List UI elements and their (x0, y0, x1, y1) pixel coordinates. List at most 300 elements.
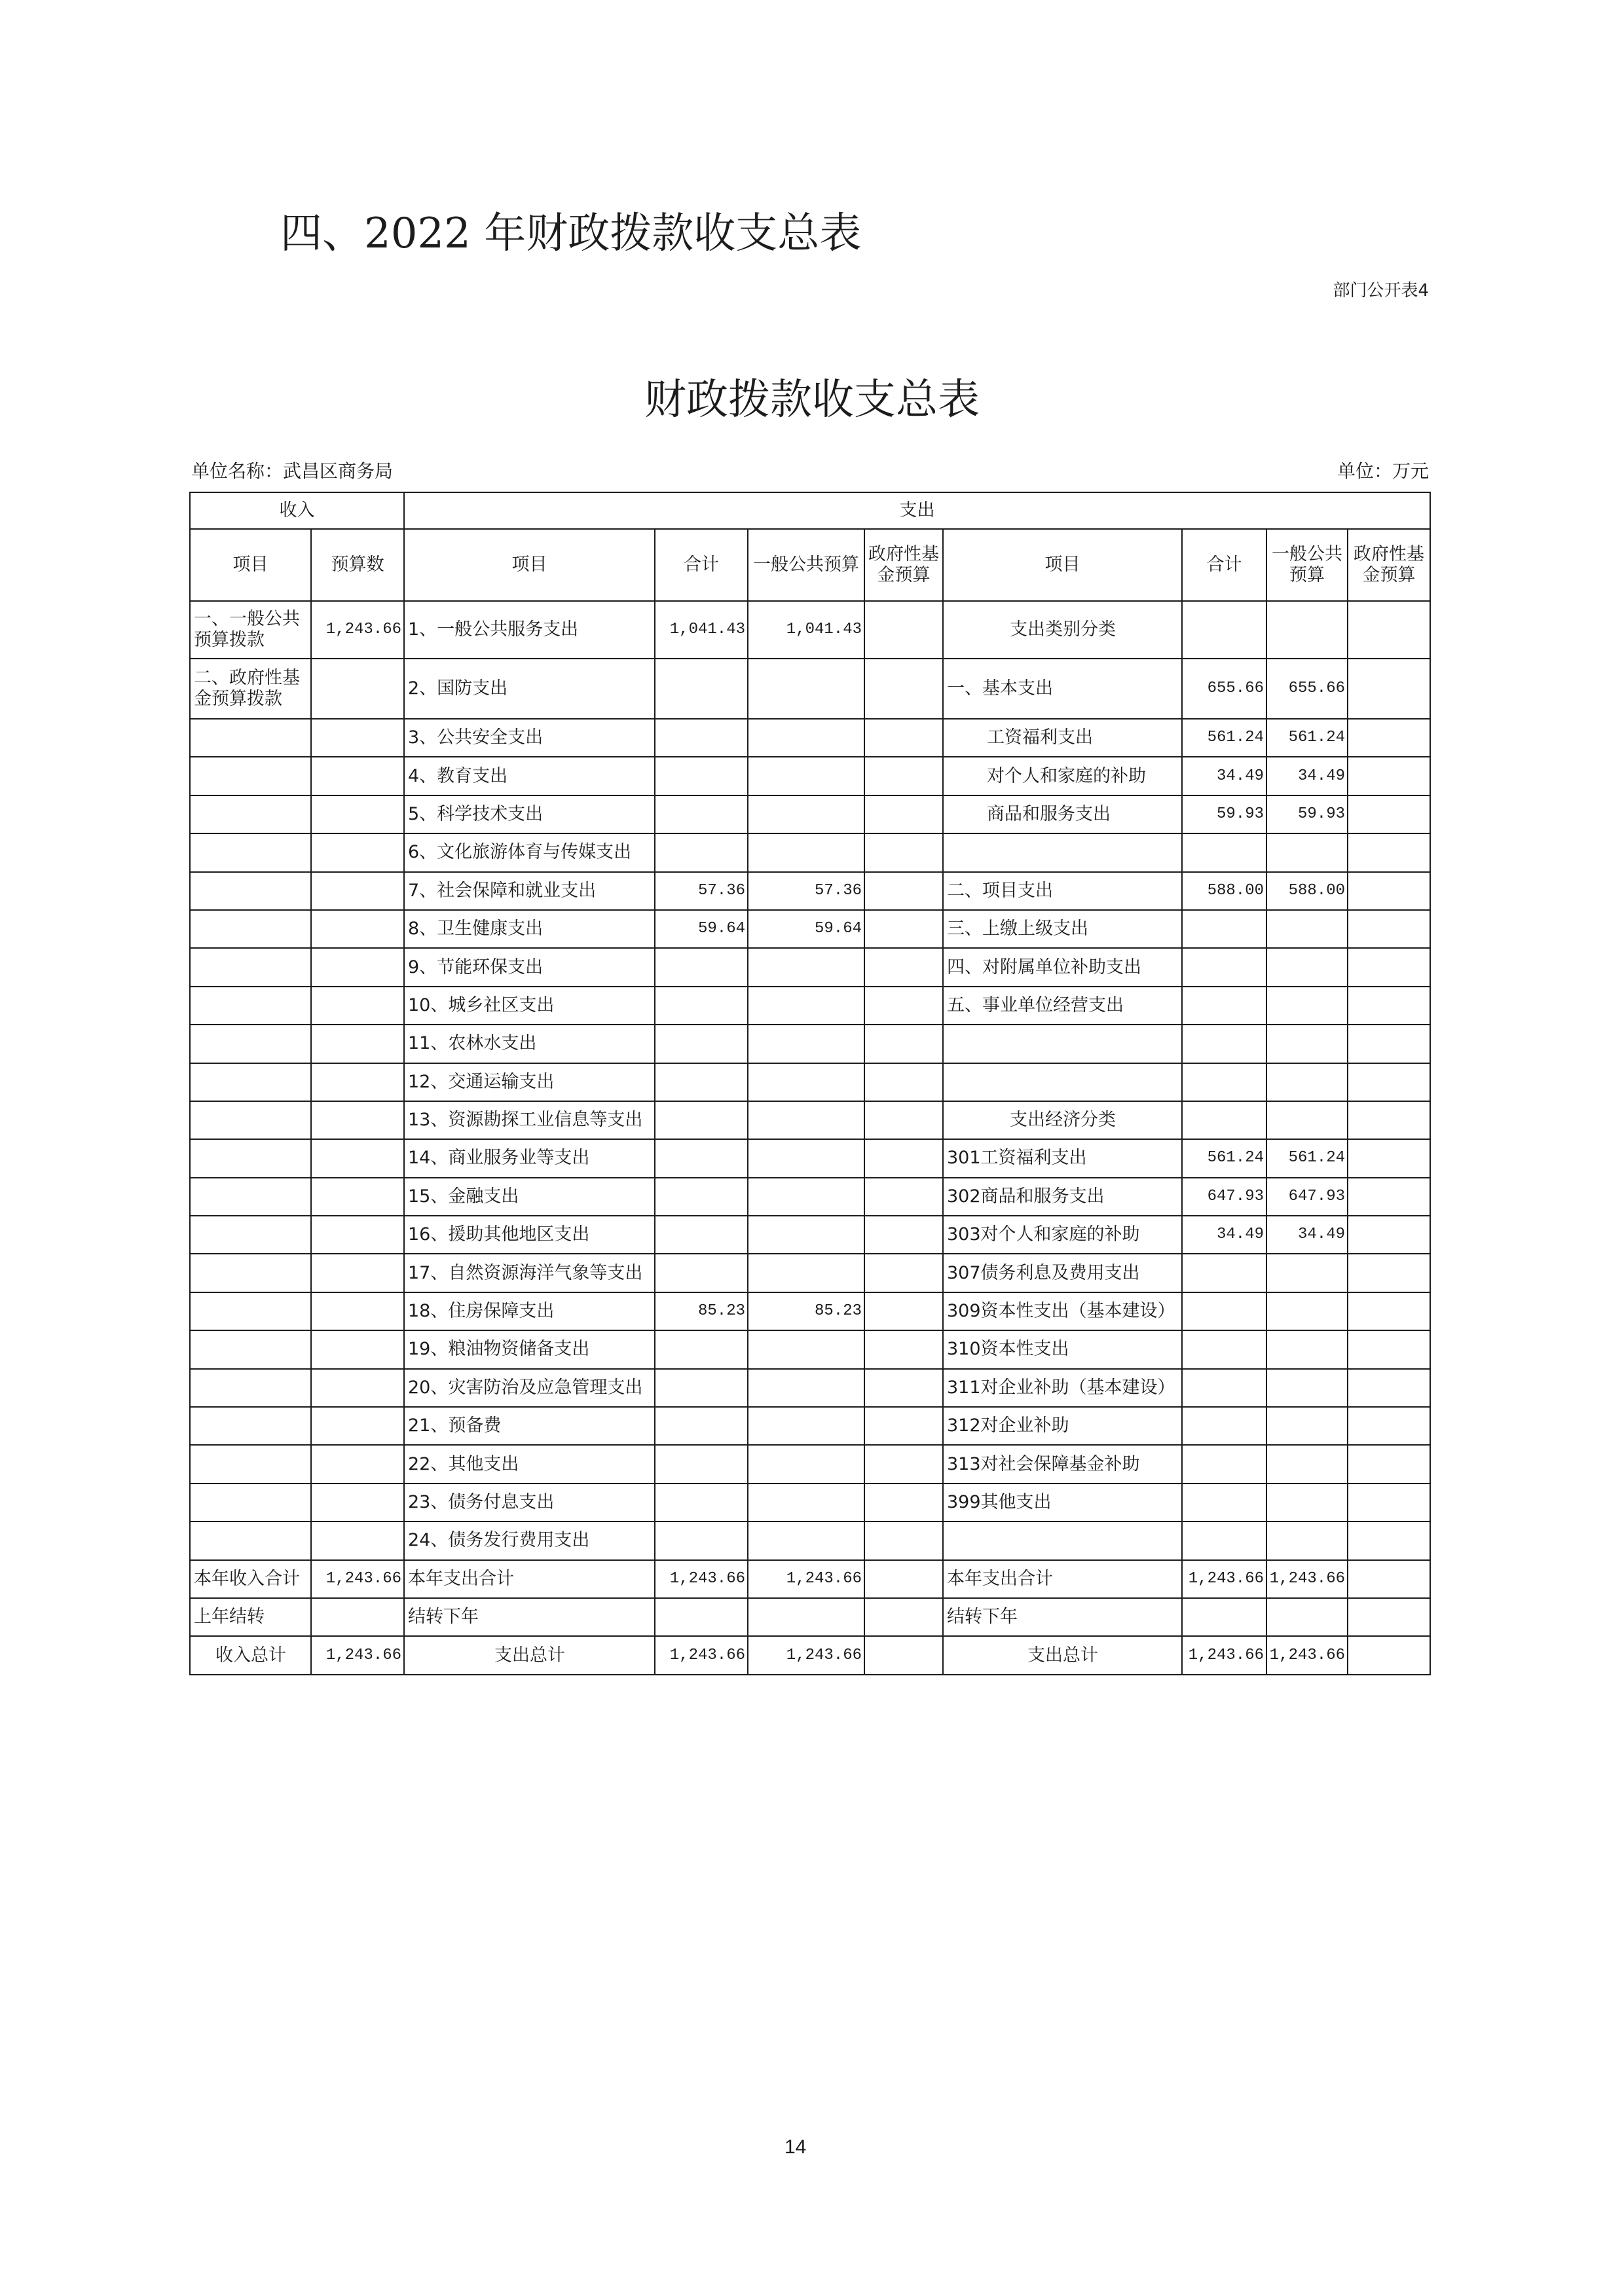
table-row (190, 1178, 1430, 1216)
category-fund-budget-cell (1348, 948, 1430, 986)
income-budget-cell: 1,243.66 (311, 1636, 404, 1674)
category-total-cell (1182, 833, 1266, 871)
income-item-cell (190, 1254, 311, 1292)
expense-total-cell (655, 1522, 748, 1559)
category-general-budget-cell (1266, 1407, 1348, 1445)
income-budget-cell (311, 948, 404, 986)
expense-fund-budget-cell (864, 1636, 943, 1674)
income-item-cell (190, 1063, 311, 1101)
expense-general-budget-cell: 57.36 (748, 872, 864, 910)
expense-fund-budget-cell (864, 601, 943, 659)
expense-general-budget-cell (748, 1484, 864, 1522)
expense-total-cell (655, 1369, 748, 1407)
category-general-budget-cell (1266, 987, 1348, 1025)
expense-total-cell (655, 1139, 748, 1177)
category-fund-budget-cell (1348, 1025, 1430, 1063)
col-header-category-general-budget: 一般公共预算 (1266, 529, 1348, 601)
income-item-cell: 本年收入合计 (190, 1560, 311, 1598)
table-row (190, 719, 1430, 757)
category-total-cell (1182, 1254, 1266, 1292)
page-heading: 四、2022 年财政拨款收支总表 (280, 210, 862, 258)
category-item-cell (943, 1063, 1182, 1101)
category-total-cell: 561.24 (1182, 719, 1266, 757)
income-item-cell (190, 987, 311, 1025)
income-budget-cell (311, 1139, 404, 1177)
fiscal-table (189, 492, 1431, 1675)
income-budget-cell (311, 1522, 404, 1559)
expense-general-budget-cell (748, 1178, 864, 1216)
category-general-budget-cell (1266, 948, 1348, 986)
expense-fund-budget-cell (864, 1598, 943, 1636)
col-header-category-total: 合计 (1182, 529, 1266, 601)
category-item-cell: 支出类别分类 (943, 601, 1182, 659)
category-item-cell: 对个人和家庭的补助 (943, 757, 1182, 795)
table-row (190, 1522, 1430, 1559)
income-budget-cell (311, 872, 404, 910)
expense-fund-budget-cell (864, 1445, 943, 1483)
category-total-cell (1182, 1101, 1266, 1139)
category-item-cell: 302商品和服务支出 (943, 1178, 1182, 1216)
category-total-cell: 34.49 (1182, 757, 1266, 795)
category-total-cell (1182, 910, 1266, 948)
category-total-cell: 647.93 (1182, 1178, 1266, 1216)
category-item-cell: 商品和服务支出 (943, 795, 1182, 833)
expense-item-cell: 14、商业服务业等支出 (404, 1139, 655, 1177)
col-header-income-item: 项目 (190, 529, 311, 601)
income-budget-cell: 1,243.66 (311, 1560, 404, 1598)
category-fund-budget-cell (1348, 1254, 1430, 1292)
category-fund-budget-cell (1348, 910, 1430, 948)
expense-fund-budget-cell (864, 1139, 943, 1177)
expense-fund-budget-cell (864, 757, 943, 795)
expense-general-budget-cell (748, 659, 864, 719)
unit-label: 单位：万元 (1337, 460, 1429, 482)
category-item-cell: 四、对附属单位补助支出 (943, 948, 1182, 986)
expense-fund-budget-cell (864, 659, 943, 719)
expense-item-cell: 结转下年 (404, 1598, 655, 1636)
expense-total-cell (655, 1445, 748, 1483)
income-item-cell: 二、政府性基金预算拨款 (190, 659, 311, 719)
category-general-budget-cell: 34.49 (1266, 757, 1348, 795)
header-row-columns (190, 529, 1430, 601)
category-total-cell: 1,243.66 (1182, 1560, 1266, 1598)
category-total-cell: 655.66 (1182, 659, 1266, 719)
page-number: 14 (784, 2136, 807, 2158)
table-row (190, 987, 1430, 1025)
expense-item-cell: 10、城乡社区支出 (404, 987, 655, 1025)
category-item-cell: 312对企业补助 (943, 1407, 1182, 1445)
col-header-expense-fund-budget: 政府性基金预算 (864, 529, 943, 601)
expense-total-cell (655, 1025, 748, 1063)
category-fund-budget-cell (1348, 659, 1430, 719)
category-general-budget-cell (1266, 1598, 1348, 1636)
income-item-cell (190, 1407, 311, 1445)
category-total-cell: 34.49 (1182, 1216, 1266, 1254)
expense-fund-budget-cell (864, 1369, 943, 1407)
col-header-expense-general-budget: 一般公共预算 (748, 529, 864, 601)
expense-total-cell: 1,243.66 (655, 1560, 748, 1598)
category-total-cell (1182, 1369, 1266, 1407)
form-code: 部门公开表4 (1333, 281, 1429, 301)
table-row (190, 1560, 1430, 1598)
income-budget-cell (311, 1484, 404, 1522)
category-item-cell: 三、上缴上级支出 (943, 910, 1182, 948)
expense-general-budget-cell (748, 833, 864, 871)
col-header-expense-total: 合计 (655, 529, 748, 601)
col-header-category-item: 项目 (943, 529, 1182, 601)
category-general-budget-cell (1266, 1025, 1348, 1063)
category-total-cell: 1,243.66 (1182, 1636, 1266, 1674)
expense-fund-budget-cell (864, 1178, 943, 1216)
expense-fund-budget-cell (864, 1407, 943, 1445)
expense-general-budget-cell: 59.64 (748, 910, 864, 948)
expense-general-budget-cell (748, 987, 864, 1025)
table-row (190, 601, 1430, 659)
category-fund-budget-cell (1348, 601, 1430, 659)
table-header (190, 492, 1430, 601)
category-item-cell: 307债务利息及费用支出 (943, 1254, 1182, 1292)
expense-general-budget-cell (748, 1522, 864, 1559)
table-row (190, 1369, 1430, 1407)
income-budget-cell (311, 795, 404, 833)
expense-item-cell: 1、一般公共服务支出 (404, 601, 655, 659)
category-fund-budget-cell (1348, 1330, 1430, 1368)
category-total-cell (1182, 601, 1266, 659)
table-row (190, 1636, 1430, 1674)
category-fund-budget-cell (1348, 1636, 1430, 1674)
unit-name: 单位名称：武昌区商务局 (191, 460, 394, 482)
expense-total-cell (655, 1484, 748, 1522)
expense-item-cell: 20、灾害防治及应急管理支出 (404, 1369, 655, 1407)
expense-general-budget-cell (748, 795, 864, 833)
income-item-cell: 一、一般公共预算拨款 (190, 601, 311, 659)
category-fund-budget-cell (1348, 1445, 1430, 1483)
expense-total-cell (655, 1598, 748, 1636)
income-budget-cell (311, 719, 404, 757)
expense-general-budget-cell (748, 1101, 864, 1139)
income-item-cell (190, 1292, 311, 1330)
expense-item-cell: 17、自然资源海洋气象等支出 (404, 1254, 655, 1292)
category-total-cell (1182, 948, 1266, 986)
expense-item-cell: 15、金融支出 (404, 1178, 655, 1216)
expense-item-cell: 19、粮油物资储备支出 (404, 1330, 655, 1368)
expense-total-cell (655, 1407, 748, 1445)
income-item-cell (190, 1025, 311, 1063)
table-row (190, 659, 1430, 719)
expense-item-cell: 18、住房保障支出 (404, 1292, 655, 1330)
category-total-cell: 59.93 (1182, 795, 1266, 833)
table-row (190, 910, 1430, 948)
category-general-budget-cell: 647.93 (1266, 1178, 1348, 1216)
expense-item-cell: 13、资源勘探工业信息等支出 (404, 1101, 655, 1139)
expense-general-budget-cell (748, 1139, 864, 1177)
category-fund-budget-cell (1348, 1216, 1430, 1254)
category-total-cell: 561.24 (1182, 1139, 1266, 1177)
expense-fund-budget-cell (864, 1254, 943, 1292)
expense-fund-budget-cell (864, 948, 943, 986)
category-general-budget-cell: 59.93 (1266, 795, 1348, 833)
income-budget-cell (311, 1445, 404, 1483)
header-expense: 支出 (404, 492, 1430, 529)
expense-general-budget-cell (748, 1254, 864, 1292)
income-budget-cell (311, 1101, 404, 1139)
category-general-budget-cell: 1,243.66 (1266, 1560, 1348, 1598)
header-row-sections (190, 492, 1430, 529)
table-row (190, 1445, 1430, 1483)
income-budget-cell (311, 1407, 404, 1445)
expense-fund-budget-cell (864, 1484, 943, 1522)
table-row (190, 872, 1430, 910)
category-item-cell: 399其他支出 (943, 1484, 1182, 1522)
category-total-cell (1182, 1063, 1266, 1101)
income-budget-cell (311, 1178, 404, 1216)
expense-item-cell: 11、农林水支出 (404, 1025, 655, 1063)
expense-item-cell: 24、债务发行费用支出 (404, 1522, 655, 1559)
expense-item-cell: 12、交通运输支出 (404, 1063, 655, 1101)
category-item-cell: 支出经济分类 (943, 1101, 1182, 1139)
category-fund-budget-cell (1348, 1522, 1430, 1559)
expense-general-budget-cell (748, 1330, 864, 1368)
expense-general-budget-cell (748, 948, 864, 986)
category-general-budget-cell: 561.24 (1266, 1139, 1348, 1177)
income-budget-cell: 1,243.66 (311, 601, 404, 659)
category-item-cell: 311对企业补助（基本建设） (943, 1369, 1182, 1407)
category-general-budget-cell: 655.66 (1266, 659, 1348, 719)
income-item-cell (190, 1178, 311, 1216)
category-total-cell (1182, 987, 1266, 1025)
expense-fund-budget-cell (864, 1216, 943, 1254)
category-fund-budget-cell (1348, 1139, 1430, 1177)
expense-fund-budget-cell (864, 795, 943, 833)
category-general-budget-cell (1266, 1254, 1348, 1292)
expense-item-cell: 16、援助其他地区支出 (404, 1216, 655, 1254)
income-item-cell (190, 1369, 311, 1407)
expense-general-budget-cell (748, 1216, 864, 1254)
income-item-cell (190, 719, 311, 757)
category-fund-budget-cell (1348, 1369, 1430, 1407)
category-fund-budget-cell (1348, 872, 1430, 910)
income-budget-cell (311, 757, 404, 795)
category-fund-budget-cell (1348, 987, 1430, 1025)
expense-general-budget-cell (748, 1598, 864, 1636)
category-general-budget-cell (1266, 1522, 1348, 1559)
expense-total-cell (655, 1178, 748, 1216)
table-row (190, 1330, 1430, 1368)
expense-general-budget-cell (748, 1407, 864, 1445)
category-fund-budget-cell (1348, 1063, 1430, 1101)
category-general-budget-cell (1266, 1484, 1348, 1522)
category-item-cell: 工资福利支出 (943, 719, 1182, 757)
category-item-cell: 五、事业单位经营支出 (943, 987, 1182, 1025)
category-item-cell: 310资本性支出 (943, 1330, 1182, 1368)
expense-item-cell: 4、教育支出 (404, 757, 655, 795)
col-header-income-budget: 预算数 (311, 529, 404, 601)
category-fund-budget-cell (1348, 1484, 1430, 1522)
category-general-budget-cell (1266, 910, 1348, 948)
category-general-budget-cell (1266, 1063, 1348, 1101)
income-budget-cell (311, 1254, 404, 1292)
expense-general-budget-cell: 1,041.43 (748, 601, 864, 659)
category-general-budget-cell (1266, 601, 1348, 659)
expense-general-budget-cell (748, 719, 864, 757)
category-general-budget-cell (1266, 1369, 1348, 1407)
income-budget-cell (311, 1292, 404, 1330)
income-budget-cell (311, 910, 404, 948)
category-total-cell (1182, 1484, 1266, 1522)
expense-item-cell: 本年支出合计 (404, 1560, 655, 1598)
category-general-budget-cell (1266, 1292, 1348, 1330)
category-total-cell (1182, 1407, 1266, 1445)
expense-fund-budget-cell (864, 987, 943, 1025)
table-row (190, 1598, 1430, 1636)
category-general-budget-cell (1266, 1101, 1348, 1139)
expense-item-cell: 23、债务付息支出 (404, 1484, 655, 1522)
expense-item-cell: 9、节能环保支出 (404, 948, 655, 986)
table-row (190, 1101, 1430, 1139)
table-body (190, 601, 1430, 1675)
income-item-cell (190, 948, 311, 986)
expense-total-cell: 57.36 (655, 872, 748, 910)
income-item-cell (190, 1139, 311, 1177)
category-item-cell: 313对社会保障基金补助 (943, 1445, 1182, 1483)
income-item-cell (190, 757, 311, 795)
category-item-cell: 本年支出合计 (943, 1560, 1182, 1598)
table-row (190, 1063, 1430, 1101)
category-item-cell: 301工资福利支出 (943, 1139, 1182, 1177)
expense-total-cell: 1,041.43 (655, 601, 748, 659)
expense-general-budget-cell: 85.23 (748, 1292, 864, 1330)
table-row (190, 1407, 1430, 1445)
expense-item-cell: 8、卫生健康支出 (404, 910, 655, 948)
category-fund-budget-cell (1348, 1407, 1430, 1445)
category-fund-budget-cell (1348, 719, 1430, 757)
category-item-cell: 309资本性支出（基本建设） (943, 1292, 1182, 1330)
expense-fund-budget-cell (864, 833, 943, 871)
income-item-cell (190, 1101, 311, 1139)
income-item-cell (190, 1445, 311, 1483)
table-row (190, 1484, 1430, 1522)
expense-item-cell: 5、科学技术支出 (404, 795, 655, 833)
income-item-cell: 上年结转 (190, 1598, 311, 1636)
category-fund-budget-cell (1348, 1560, 1430, 1598)
table-row (190, 1216, 1430, 1254)
income-budget-cell (311, 1063, 404, 1101)
table-row (190, 795, 1430, 833)
category-total-cell (1182, 1025, 1266, 1063)
category-item-cell: 支出总计 (943, 1636, 1182, 1674)
expense-total-cell (655, 987, 748, 1025)
table-row (190, 1025, 1430, 1063)
category-item-cell (943, 833, 1182, 871)
income-budget-cell (311, 1216, 404, 1254)
expense-general-budget-cell (748, 1369, 864, 1407)
category-general-budget-cell: 561.24 (1266, 719, 1348, 757)
category-fund-budget-cell (1348, 1598, 1430, 1636)
category-item-cell: 一、基本支出 (943, 659, 1182, 719)
income-item-cell (190, 1330, 311, 1368)
table-title: 财政拨款收支总表 (644, 376, 980, 424)
income-item-cell (190, 910, 311, 948)
category-total-cell (1182, 1522, 1266, 1559)
expense-total-cell (655, 833, 748, 871)
expense-fund-budget-cell (864, 1025, 943, 1063)
header-income: 收入 (190, 492, 404, 529)
category-item-cell: 二、项目支出 (943, 872, 1182, 910)
table-row (190, 1292, 1430, 1330)
expense-total-cell (655, 719, 748, 757)
category-fund-budget-cell (1348, 795, 1430, 833)
category-fund-budget-cell (1348, 1292, 1430, 1330)
expense-general-budget-cell (748, 1025, 864, 1063)
expense-total-cell (655, 795, 748, 833)
income-item-cell (190, 1522, 311, 1559)
category-fund-budget-cell (1348, 833, 1430, 871)
expense-item-cell: 6、文化旅游体育与传媒支出 (404, 833, 655, 871)
expense-item-cell: 2、国防支出 (404, 659, 655, 719)
income-budget-cell (311, 1598, 404, 1636)
category-total-cell (1182, 1330, 1266, 1368)
income-item-cell (190, 1216, 311, 1254)
expense-item-cell: 支出总计 (404, 1636, 655, 1674)
expense-general-budget-cell (748, 1063, 864, 1101)
table-row (190, 1139, 1430, 1177)
expense-fund-budget-cell (864, 1330, 943, 1368)
expense-fund-budget-cell (864, 1292, 943, 1330)
expense-total-cell: 85.23 (655, 1292, 748, 1330)
expense-item-cell: 3、公共安全支出 (404, 719, 655, 757)
income-budget-cell (311, 1025, 404, 1063)
category-general-budget-cell (1266, 833, 1348, 871)
category-general-budget-cell: 34.49 (1266, 1216, 1348, 1254)
expense-fund-budget-cell (864, 1063, 943, 1101)
expense-item-cell: 22、其他支出 (404, 1445, 655, 1483)
expense-fund-budget-cell (864, 910, 943, 948)
expense-total-cell (655, 948, 748, 986)
expense-item-cell: 21、预备费 (404, 1407, 655, 1445)
expense-general-budget-cell (748, 757, 864, 795)
table-row (190, 833, 1430, 871)
expense-total-cell (655, 1063, 748, 1101)
expense-general-budget-cell: 1,243.66 (748, 1636, 864, 1674)
table-row (190, 1254, 1430, 1292)
category-item-cell (943, 1025, 1182, 1063)
category-item-cell: 结转下年 (943, 1598, 1182, 1636)
category-item-cell: 303对个人和家庭的补助 (943, 1216, 1182, 1254)
expense-total-cell: 59.64 (655, 910, 748, 948)
income-item-cell (190, 833, 311, 871)
category-general-budget-cell (1266, 1445, 1348, 1483)
income-item-cell (190, 795, 311, 833)
income-item-cell (190, 1484, 311, 1522)
col-header-category-fund-budget: 政府性基金预算 (1348, 529, 1430, 601)
expense-total-cell: 1,243.66 (655, 1636, 748, 1674)
category-fund-budget-cell (1348, 1178, 1430, 1216)
income-budget-cell (311, 1369, 404, 1407)
expense-total-cell (655, 757, 748, 795)
expense-item-cell: 7、社会保障和就业支出 (404, 872, 655, 910)
category-general-budget-cell (1266, 1330, 1348, 1368)
table-row (190, 757, 1430, 795)
income-budget-cell (311, 1330, 404, 1368)
expense-fund-budget-cell (864, 872, 943, 910)
income-item-cell (190, 872, 311, 910)
income-budget-cell (311, 833, 404, 871)
expense-fund-budget-cell (864, 1522, 943, 1559)
expense-total-cell (655, 1330, 748, 1368)
income-budget-cell (311, 659, 404, 719)
table-row (190, 948, 1430, 986)
category-total-cell (1182, 1598, 1266, 1636)
